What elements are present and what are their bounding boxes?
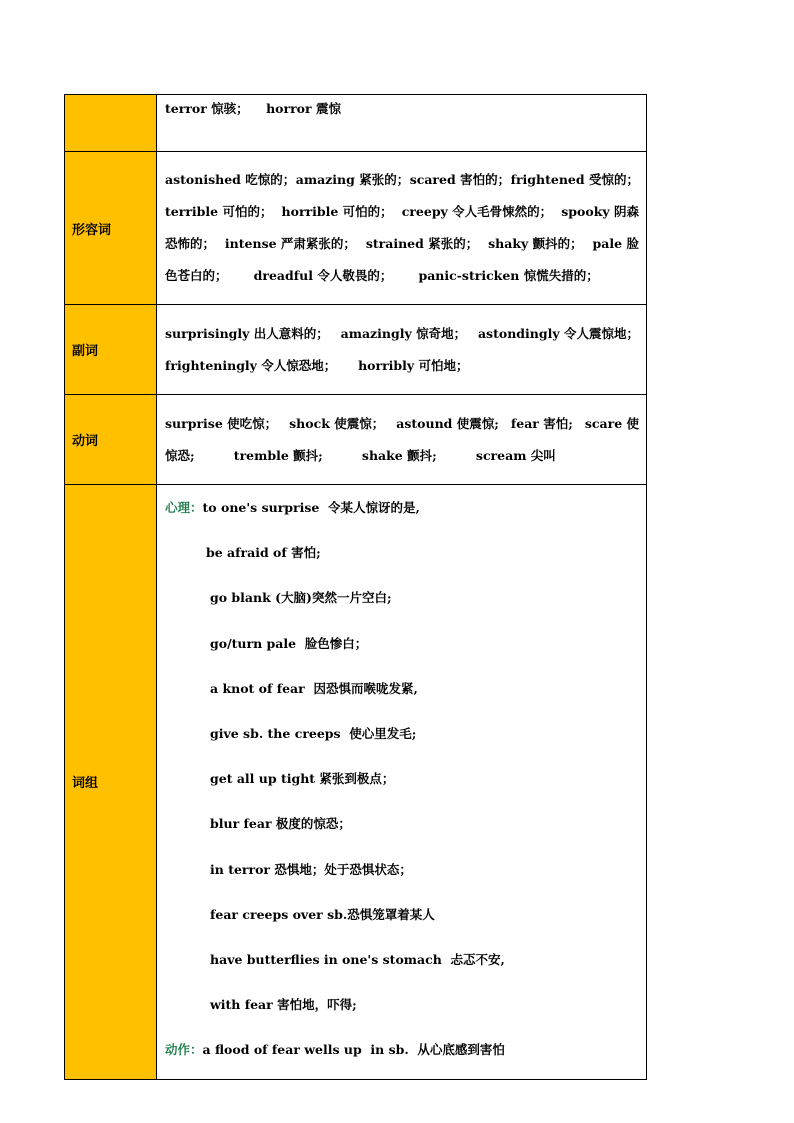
word-entry: horrible 可怕的；	[281, 204, 393, 219]
phrase-line: in terror 恐惧地；处于恐惧状态；	[210, 861, 412, 877]
phrase-line: blur fear 极度的惊恐；	[210, 816, 351, 832]
word-entry: scared 害怕的；	[409, 172, 511, 187]
word-entry: surprisingly 出人意料的；	[165, 325, 329, 341]
word-entry: shock 使震惊；	[289, 415, 385, 431]
phrase-line: a knot of fear 因恐惧而喉咙发紧,	[210, 680, 418, 696]
phrase-action-line	[165, 1027, 639, 1072]
word-entry: 恐怖的；	[165, 236, 216, 251]
word-entry: fear 害怕;	[510, 415, 573, 431]
phrase-line: with fear 害怕地，吓得;	[210, 997, 357, 1013]
table-row-nouns	[65, 95, 647, 152]
word-entry: panic-stricken 惊慌失措的；	[418, 268, 599, 283]
word-entry: scare 使	[584, 415, 639, 431]
content-cell-nouns	[157, 95, 647, 152]
word-entry: 色苍白的；	[165, 268, 228, 283]
word-entry: tremble 颤抖;	[233, 447, 323, 463]
word-entry: amazing 紧张的；	[295, 172, 410, 187]
phrase-entry: to one's surprise 令某人惊讶的是,	[202, 500, 420, 515]
word-entry: pale 脸	[592, 236, 639, 251]
word-entry: amazingly 惊奇地；	[340, 325, 467, 341]
word-entry: shake 颤抖;	[361, 447, 437, 463]
phrase-line: give sb. the creeps 使心里发毛;	[210, 726, 417, 742]
word-entry: frightened 受惊的；	[510, 172, 639, 187]
phrase-line: get all up tight 紧张到极点；	[210, 771, 395, 787]
category-cell-adjectives: 形容词	[65, 152, 157, 305]
adjective-line-1	[165, 164, 639, 196]
word-entry: 惊恐;	[165, 447, 195, 463]
verb-line-1	[165, 408, 639, 440]
phrase-line: have butterflies in one's stomach 忐忑不安,	[210, 952, 505, 968]
adverb-line-2	[165, 350, 639, 382]
category-cell-adverbs: 副词	[65, 305, 157, 395]
word-entry: astonished 吃惊的；	[165, 172, 296, 187]
adverb-line-1	[165, 318, 639, 350]
word-entry: shaky 颤抖的；	[488, 236, 583, 251]
word-entry: astondingly 令人震惊地；	[477, 325, 639, 341]
word-entry: terrible 可怕的；	[165, 204, 273, 219]
table-row-verbs	[65, 395, 647, 485]
content-cell-adjectives	[157, 152, 647, 305]
phrase-line: go/turn pale 脸色惨白；	[210, 635, 368, 651]
word-entry: horribly 可怕地；	[358, 357, 469, 373]
verb-line-2	[165, 440, 639, 472]
word-entry: creepy 令人毛骨悚然的；	[401, 204, 553, 219]
content-cell-adverbs	[157, 305, 647, 395]
content-cell-verbs	[157, 395, 647, 485]
word-entry: astound 使震惊;	[396, 415, 499, 431]
adjective-line-3	[165, 228, 639, 260]
content-cell-phrases	[157, 485, 647, 1080]
table-row-adjectives	[65, 152, 647, 305]
phrase-line: be afraid of 害怕;	[206, 545, 321, 561]
table-row-phrases	[65, 485, 647, 1080]
adjective-line-2	[165, 196, 639, 228]
word-entry: spooky 阴森	[561, 204, 639, 219]
word-entry: frighteningly 令人惊恐地；	[165, 357, 337, 373]
table-row-adverbs	[65, 305, 647, 395]
word-entry: strained 紧张的；	[365, 236, 479, 251]
adjective-line-4	[165, 260, 639, 292]
word-entry: surprise 使吃惊；	[165, 415, 278, 431]
phrase-entry: a flood of fear wells up in sb. 从心底感到害怕	[202, 1042, 505, 1058]
action-subheading: 动作：	[165, 1042, 203, 1058]
mind-subheading: 心理：	[165, 500, 203, 515]
noun-line: terror 惊骇； horror 震惊	[165, 101, 341, 116]
category-cell-phrases: 词组	[65, 485, 157, 1080]
category-cell-nouns	[65, 95, 157, 152]
phrase-line: fear creeps over sb.恐惧笼罩着某人	[210, 906, 435, 922]
phrase-mind-line	[165, 485, 639, 530]
vocabulary-table	[64, 94, 647, 1080]
phrase-line: go blank (大脑)突然一片空白;	[210, 590, 392, 606]
category-cell-verbs: 动词	[65, 395, 157, 485]
word-entry: dreadful 令人敬畏的；	[253, 268, 393, 283]
word-entry: scream 尖叫	[475, 447, 556, 463]
word-entry: intense 严肃紧张的；	[224, 236, 356, 251]
